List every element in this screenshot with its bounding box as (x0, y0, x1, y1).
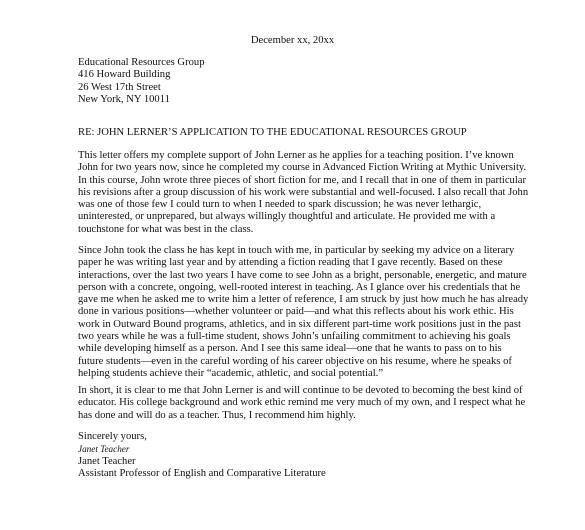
recipient-line: 26 West 17th Street (78, 81, 161, 93)
closing-block (78, 431, 518, 480)
paragraph-line: touchstone for what was best in the class. (78, 223, 254, 235)
paragraph-line: educator. His college background and work ethic remind me very much of my own, and I respect what he (78, 397, 526, 409)
paragraph-line: has done and will do as a teacher. Thus, I recommend him highly. (78, 409, 356, 421)
paragraph-line: future students—even in the careful wording of his career objective on his resume, where he speaks of (78, 355, 512, 367)
paragraph-line: interactions, over the last two years I have come to see John as a bright, personable, energetic, and mature (78, 269, 527, 281)
paragraph-line: done in various positions—whether volunteer or paid—and what this reflects about his work ethic. His (78, 306, 514, 318)
letter-date: December xx, 20xx (250, 35, 335, 46)
paragraph-line: In this course, John wrote three pieces of short fiction for me, and I recall that in one of them in particular (78, 174, 527, 186)
recipient-line: New York, NY 10011 (78, 93, 170, 105)
paragraph-2 (78, 245, 529, 380)
signer-name: Janet Teacher (78, 455, 136, 467)
recipient-address (78, 57, 518, 106)
subject-line (78, 127, 518, 139)
subject-text: RE: JOHN LERNER’S APPLICATION TO THE EDUCATIONAL RESOURCES GROUP (78, 127, 467, 138)
recipient-line: Educational Resources Group (78, 57, 205, 68)
paragraph-line: his revisions after a group discussion of his work were substantial and well-focused. I also recall that John (78, 186, 529, 198)
paragraph-line: gave me when he asked me to write him a letter of reference, I am struck by just how much he has already (78, 294, 529, 306)
paragraph-3 (78, 385, 526, 422)
paragraph-line: uninterested, or unprepared, but always willingly thoughtful and articulate. He provided me with a (78, 211, 496, 223)
paragraph-line: work in Outward Bound programs, athletics, and in six different part-time work positions just in the past (78, 318, 521, 330)
paragraph-line: In short, it is clear to me that John Lerner is and will continue to be devoted to becoming the best kind of (78, 385, 523, 396)
paragraph-line: John for two years now, since he completed my course in Advanced Fiction Writing at Mythic University. (78, 162, 527, 174)
signer-title: Assistant Professor of English and Comparative Literature (78, 467, 326, 479)
paragraph-line: while developing himself as a person. And I see this same ideal—one that he wants to pass on to his (78, 343, 502, 355)
paragraph-line: two years while he was a full-time student, shows John’s unfailing commitment to achieving his goals (78, 331, 511, 343)
paragraph-line: helping students achieve their “academic, athletic, and social potential.” (78, 367, 384, 379)
recipient-line: 416 Howard Building (78, 69, 171, 81)
closing-salutation: Sincerely yours, (78, 431, 147, 442)
signature: Janet Teacher (78, 444, 130, 455)
paragraph-1 (78, 150, 529, 236)
paragraph-line: Since John took the class he has kept in touch with me, in particular by seeking my advice on a literary (78, 245, 515, 256)
paragraph-line: paper he was writing last year and by attending a fiction reading that I gave recently. Based on these (78, 257, 503, 269)
paragraph-line: person with a concrete, ongoing, well-rooted interest in teaching. As I glance over his credentials that he (78, 281, 521, 293)
paragraph-line: was one of those few I could turn to when I needed to spark discussion; he was never lethargic, (78, 199, 482, 211)
paragraph-line: This letter offers my complete support of John Lerner as he applies for a teaching position. I’ve known (78, 150, 514, 161)
